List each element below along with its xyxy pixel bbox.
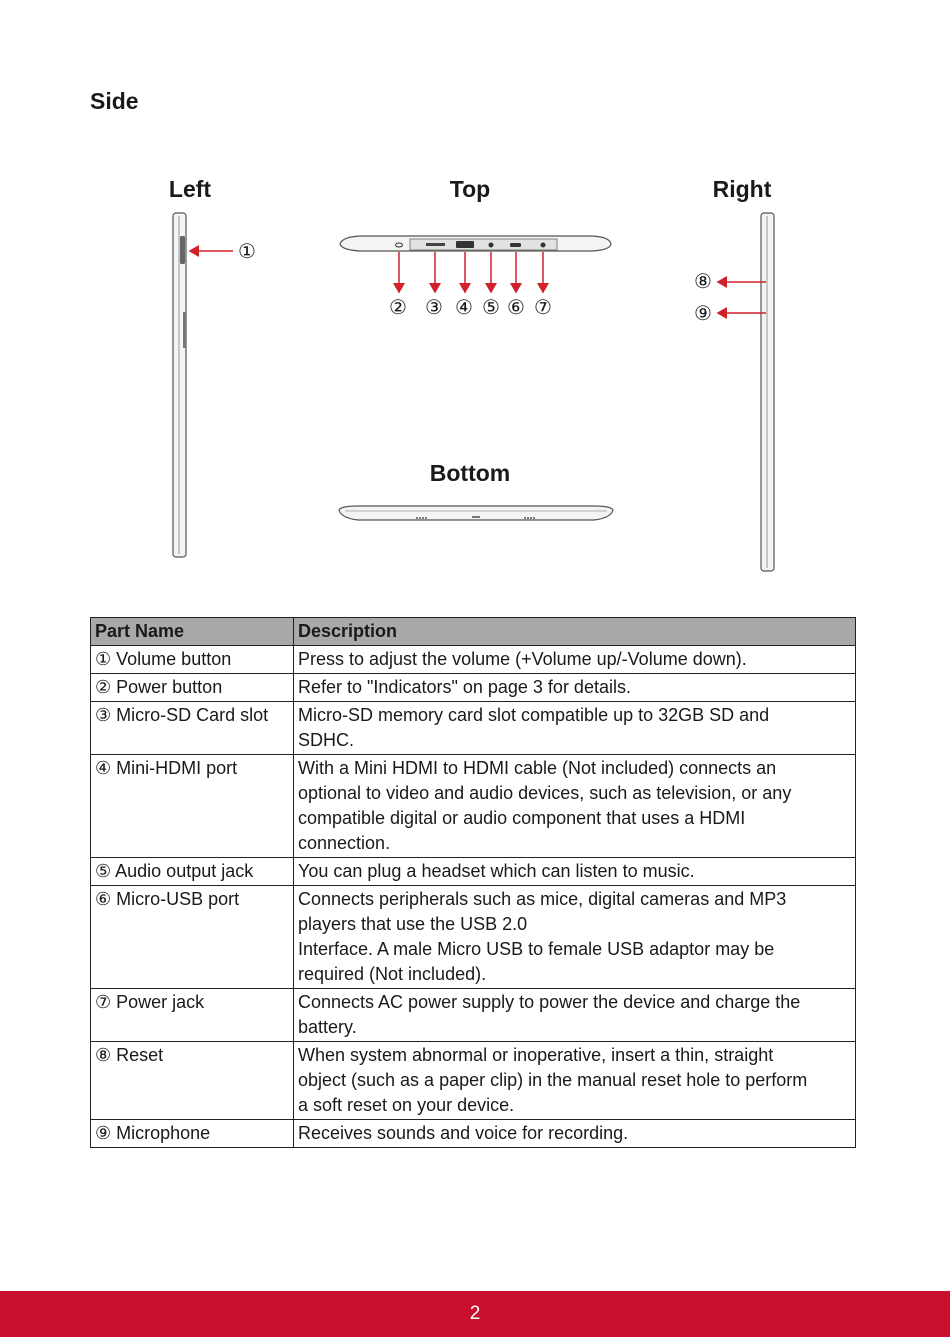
table-row [91, 989, 856, 1042]
part-name-cell: ② Power button [91, 674, 294, 702]
table-row [91, 646, 856, 674]
description-cell [294, 989, 856, 1042]
description-line: required (Not included). [298, 964, 487, 984]
header-part-name: Part Name [91, 618, 294, 646]
description-line: a soft reset on your device. [298, 1095, 515, 1115]
description-line: players that use the USB 2.0 [298, 914, 528, 934]
section-title: Side [90, 88, 139, 114]
description-line: You can plug a headset which can listen to music. [298, 861, 695, 881]
description-line: compatible digital or audio component that uses a HDMI [298, 808, 746, 828]
table-row [91, 674, 856, 702]
callout-6: ⑥ [507, 295, 525, 319]
description-cell [294, 755, 856, 858]
part-name-cell: ⑧ Reset [91, 1042, 294, 1120]
callout-3: ③ [425, 295, 443, 319]
description-line: battery. [298, 1017, 357, 1037]
description-line: With a Mini HDMI to HDMI cable (Not included) connects an [298, 758, 777, 778]
parts-table-body [91, 646, 856, 1148]
description-cell [294, 702, 856, 755]
table-row [91, 702, 856, 755]
description-line: Press to adjust the volume (+Volume up/-Volume down). [298, 649, 747, 669]
view-label-bottom: Bottom [429, 460, 511, 486]
part-name-cell: ⑦ Power jack [91, 989, 294, 1042]
description-line: Interface. A male Micro USB to female USB adaptor may be [298, 939, 775, 959]
callout-2: ② [389, 295, 407, 319]
description-cell [294, 858, 856, 886]
top-side-device [340, 236, 611, 251]
view-label-left: Left [168, 176, 212, 202]
description-line: Receives sounds and voice for recording. [298, 1123, 629, 1143]
part-name-cell: ⑨ Microphone [91, 1120, 294, 1148]
callout-1: ① [238, 239, 256, 263]
page-number: 2 [469, 1303, 481, 1324]
callout-8: ⑧ [694, 269, 712, 293]
callout-9: ⑨ [694, 301, 712, 325]
callout-7: ⑦ [534, 295, 552, 319]
table-header-row [91, 618, 856, 646]
description-line: Micro-SD memory card slot compatible up to 32GB SD and [298, 705, 770, 725]
part-name-cell: ⑤ Audio output jack [91, 858, 294, 886]
callout-5: ⑤ [482, 295, 500, 319]
page-footer [0, 1291, 950, 1337]
description-cell [294, 674, 856, 702]
description-line: When system abnormal or inoperative, insert a thin, straight [298, 1045, 774, 1065]
table-row [91, 1120, 856, 1148]
description-cell [294, 886, 856, 989]
left-side-device [173, 213, 186, 557]
part-name-cell: ③ Micro-SD Card slot [91, 702, 294, 755]
parts-table [90, 617, 856, 1148]
description-line: SDHC. [298, 730, 355, 750]
description-line: connection. [298, 833, 391, 853]
device-side-views-diagram [0, 0, 950, 600]
description-cell [294, 1120, 856, 1148]
bottom-side-device [339, 506, 613, 520]
view-label-top: Top [449, 176, 491, 202]
volume-button-shape [180, 236, 185, 264]
description-line: Refer to "Indicators" on page 3 for details. [298, 677, 631, 697]
table-row [91, 1042, 856, 1120]
table-row [91, 755, 856, 858]
table-row [91, 886, 856, 989]
description-line: optional to video and audio devices, such as television, or any [298, 783, 792, 803]
description-line: Connects AC power supply to power the device and charge the [298, 992, 801, 1012]
right-side-device [761, 213, 774, 571]
table-row [91, 858, 856, 886]
part-name-cell: ④ Mini-HDMI port [91, 755, 294, 858]
part-name-cell: ⑥ Micro-USB port [91, 886, 294, 989]
description-cell [294, 646, 856, 674]
part-name-cell: ① Volume button [91, 646, 294, 674]
callout-4: ④ [455, 295, 473, 319]
header-description: Description [294, 618, 856, 646]
description-line: object (such as a paper clip) in the manual reset hole to perform [298, 1070, 808, 1090]
description-cell [294, 1042, 856, 1120]
view-label-right: Right [712, 176, 772, 202]
description-line: Connects peripherals such as mice, digital cameras and MP3 [298, 889, 787, 909]
